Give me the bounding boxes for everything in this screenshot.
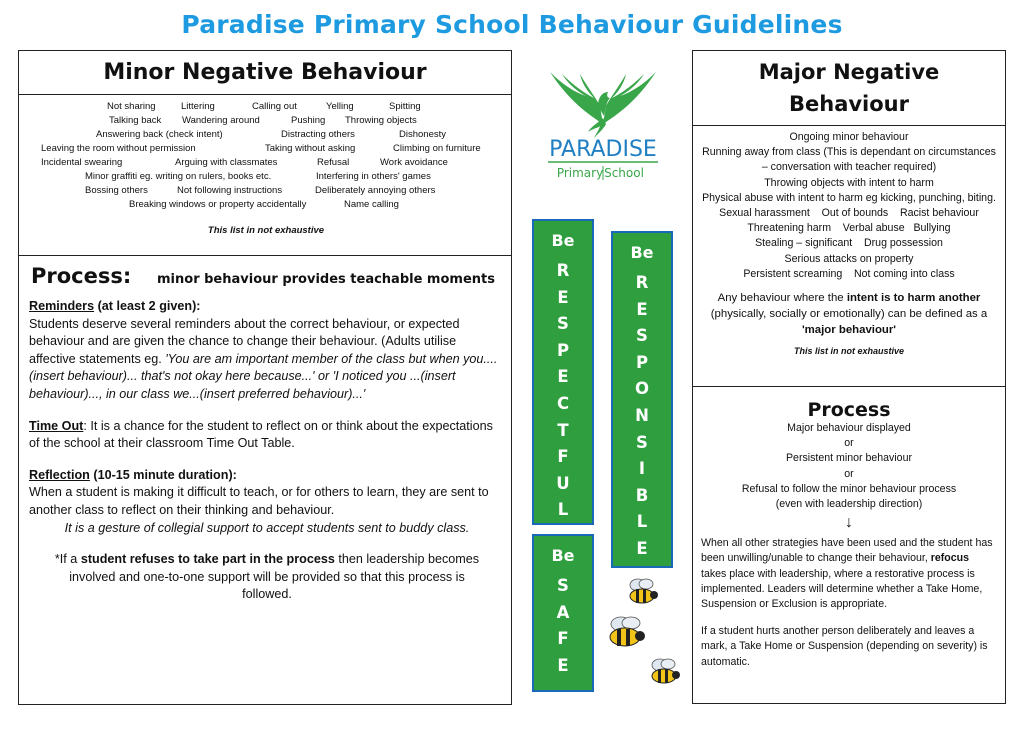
intent-definition <box>701 290 997 338</box>
minor-process-subtitle: minor behaviour provides teachable moments <box>157 272 495 287</box>
list-item: Ongoing minor behaviour <box>789 131 909 143</box>
behaviour-item: Distracting others <box>281 129 355 140</box>
minor-process-body <box>29 298 505 618</box>
behaviour-item: Spitting <box>389 101 421 112</box>
behaviour-item: Dishonesty <box>399 129 446 140</box>
list-item: Throwing objects with intent to harm <box>764 176 934 189</box>
reminders-text: Students deserve several reminders about the correct behaviour, or expected behaviour and are given the chance to change their behaviour. (Adults utilise affective statements eg. <box>29 316 460 366</box>
strip-letter: E <box>557 287 569 307</box>
bee-icon <box>603 614 647 650</box>
refusal-text: then leadership becomes involved and one-to-one support will be provided so that this process is followed. <box>69 552 480 602</box>
behaviour-item: Climbing on furniture <box>393 143 481 154</box>
behaviour-item: Wandering around <box>182 115 260 126</box>
process-step: Persistent minor behaviour <box>785 452 912 465</box>
behaviour-item: Arguing with classmates <box>175 157 278 168</box>
behaviour-item: Work avoidance <box>380 157 448 168</box>
major-behaviour-list <box>692 125 1006 387</box>
strip-letter: F <box>557 629 569 649</box>
strip-letter: E <box>557 655 569 675</box>
behaviour-item: Not sharing <box>107 101 156 112</box>
major-heading-line1: Major Negative <box>758 60 940 84</box>
strip-letter: E <box>636 538 648 558</box>
list-item: Running away from class (This is dependant on circumstances – conversation with teacher required) <box>702 146 996 174</box>
intent-end: 'major behaviour' <box>801 324 897 337</box>
minor-process-title: Process: <box>31 264 132 288</box>
refocus-bold: refocus <box>930 552 969 565</box>
process-step: Refusal to follow the minor behaviour process <box>741 482 957 495</box>
behaviour-item: Yelling <box>326 101 354 112</box>
bee-icon <box>624 577 660 607</box>
refusal-prefix: *If a <box>54 552 81 567</box>
strip-letter: O <box>634 379 650 399</box>
list-item: Persistent screaming Not coming into class <box>743 267 955 280</box>
process-step: (even with leadership direction) <box>775 498 923 511</box>
strip-letter: B <box>635 485 649 505</box>
logo-name: PARADISE <box>549 137 657 162</box>
behaviour-item: Throwing objects <box>345 115 417 126</box>
strip-letter: N <box>635 405 649 425</box>
reflection-qualifier: (10-15 minute duration): <box>89 467 237 482</box>
be-label: Be <box>630 243 654 262</box>
strip-letter: A <box>556 602 570 622</box>
strip-letter: R <box>635 273 649 292</box>
strip-letter: P <box>556 340 570 360</box>
reminders-quote: 'You are am important member of the class but when you....(insert behaviour)... that's not okay here because...' or 'I noticed you ...(insert behaviour)..., in our class we...(insert preferred behaviour)...' <box>29 351 498 401</box>
behaviour-item: Talking back <box>109 115 162 126</box>
behaviour-item: Answering back (check intent) <box>96 129 223 140</box>
behaviour-item: Littering <box>181 101 215 112</box>
minor-process-panel <box>18 255 512 705</box>
list-item: Physical abuse with intent to harm eg kicking, punching, biting. <box>702 191 996 204</box>
behaviour-item: Interfering in others' games <box>316 171 431 182</box>
reflection-section <box>29 467 505 537</box>
strip-letter: S <box>636 432 648 452</box>
major-process-panel <box>692 386 1006 704</box>
reflection-heading: Reflection <box>29 467 90 482</box>
process-step: Major behaviour displayed <box>787 422 911 434</box>
strip-letter: E <box>557 367 569 387</box>
down-arrow-icon: ↓ <box>845 514 853 532</box>
behaviour-item: Leaving the room without permission <box>41 143 196 154</box>
reminders-section <box>29 298 505 404</box>
strip-letter: R <box>556 261 570 280</box>
major-heading-line2: Behaviour <box>789 92 909 116</box>
list-item: Sexual harassment Out of bounds Racist behaviour <box>719 207 979 220</box>
be-responsible-strip <box>611 231 673 568</box>
not-exhaustive-note: This list in not exhaustive <box>207 225 325 236</box>
list-item: Stealing – significant Drug possession <box>755 237 943 250</box>
list-item: Serious attacks on property <box>784 252 914 265</box>
behaviour-item: Incidental swearing <box>41 157 123 168</box>
reminders-heading: Reminders <box>29 299 95 313</box>
strip-letter: L <box>557 500 569 520</box>
strip-letter: S <box>557 576 569 595</box>
timeout-section <box>29 418 505 453</box>
refusal-bold: student refuses to take part in the process <box>80 552 335 567</box>
be-safe-strip <box>532 534 594 692</box>
behaviour-item: Name calling <box>344 199 399 210</box>
behaviour-item: Bossing others <box>85 185 148 196</box>
strip-letter: S <box>557 314 569 334</box>
not-exhaustive-note: This list in not exhaustive <box>793 346 905 357</box>
timeout-heading: Time Out <box>29 418 84 433</box>
strip-letter: L <box>636 512 648 532</box>
strip-letter: T <box>557 420 569 440</box>
behaviour-item: Deliberately annoying others <box>315 185 436 196</box>
logo-line1: Primary <box>556 166 604 180</box>
intent-prefix: Any behaviour where the <box>717 292 847 305</box>
bee-icon <box>646 657 682 687</box>
minor-behaviour-list <box>18 94 512 256</box>
strip-letter: S <box>636 326 648 346</box>
hurt-paragraph: If a student hurts another person deliberately and leaves a mark, a Take Home or Suspension (depending on severity) is automatic. <box>701 625 988 668</box>
minor-behaviour-heading: Minor Negative Behaviour <box>18 50 512 95</box>
be-label: Be <box>551 231 575 250</box>
process-step: or <box>844 467 854 480</box>
major-behaviour-heading <box>692 50 1006 126</box>
intent-bold: intent is to harm another <box>846 292 981 305</box>
behaviour-item: Taking without asking <box>265 143 356 154</box>
strip-letter: I <box>638 459 646 479</box>
strip-letter: C <box>556 393 570 413</box>
behaviour-item: Breaking windows or property accidentally <box>129 199 307 210</box>
logo-line2: School <box>604 166 644 180</box>
reflection-italic: It is a gesture of collegial support to accept students sent to buddy class. <box>64 520 470 535</box>
phoenix-logo-icon <box>528 62 678 190</box>
reminders-qualifier: (at least 2 given): <box>94 299 201 313</box>
reflection-text: When a student is making it difficult to teach, or for others to learn, they are sent to another class to reflect on their thinking and behaviour. <box>29 485 489 517</box>
behaviour-item: Pushing <box>291 115 326 126</box>
behaviour-item: Refusal <box>317 157 350 168</box>
process-step: or <box>844 437 854 450</box>
refusal-section <box>29 551 505 604</box>
major-process-steps <box>693 421 1005 534</box>
refocus-prefix: When all other strategies have been used and the student has been unwilling/unable to change their behaviour, <box>701 537 993 565</box>
major-process-title: Process <box>807 399 891 421</box>
list-item: Threatening harm Verbal abuse Bullying <box>747 222 951 235</box>
behaviour-item: Not following instructions <box>177 185 283 196</box>
strip-letter: F <box>557 447 569 467</box>
refocus-paragraph <box>693 536 1005 612</box>
page-title: Paradise Primary School Behaviour Guidelines <box>181 10 843 39</box>
be-label: Be <box>551 546 575 565</box>
strip-letter: P <box>635 352 649 372</box>
school-logo <box>528 62 678 190</box>
behaviour-item: Calling out <box>252 101 297 112</box>
behaviour-item: Minor graffiti eg. writing on rulers, books etc. <box>85 171 272 182</box>
strip-letter: U <box>556 473 570 493</box>
be-respectful-strip <box>532 219 594 525</box>
strip-letter: E <box>636 299 648 319</box>
intent-mid: (physically, socially or emotionally) can be defined as a <box>710 308 988 321</box>
timeout-text: : It is a chance for the student to reflect on or think about the expectations of the school at their classroom Time Out Table. <box>29 418 493 451</box>
refocus-text: takes place with leadership, where a restorative process is implemented. Leaders will determine whether a Take Home, Suspension or Exclusion is appropriate. <box>701 567 983 611</box>
